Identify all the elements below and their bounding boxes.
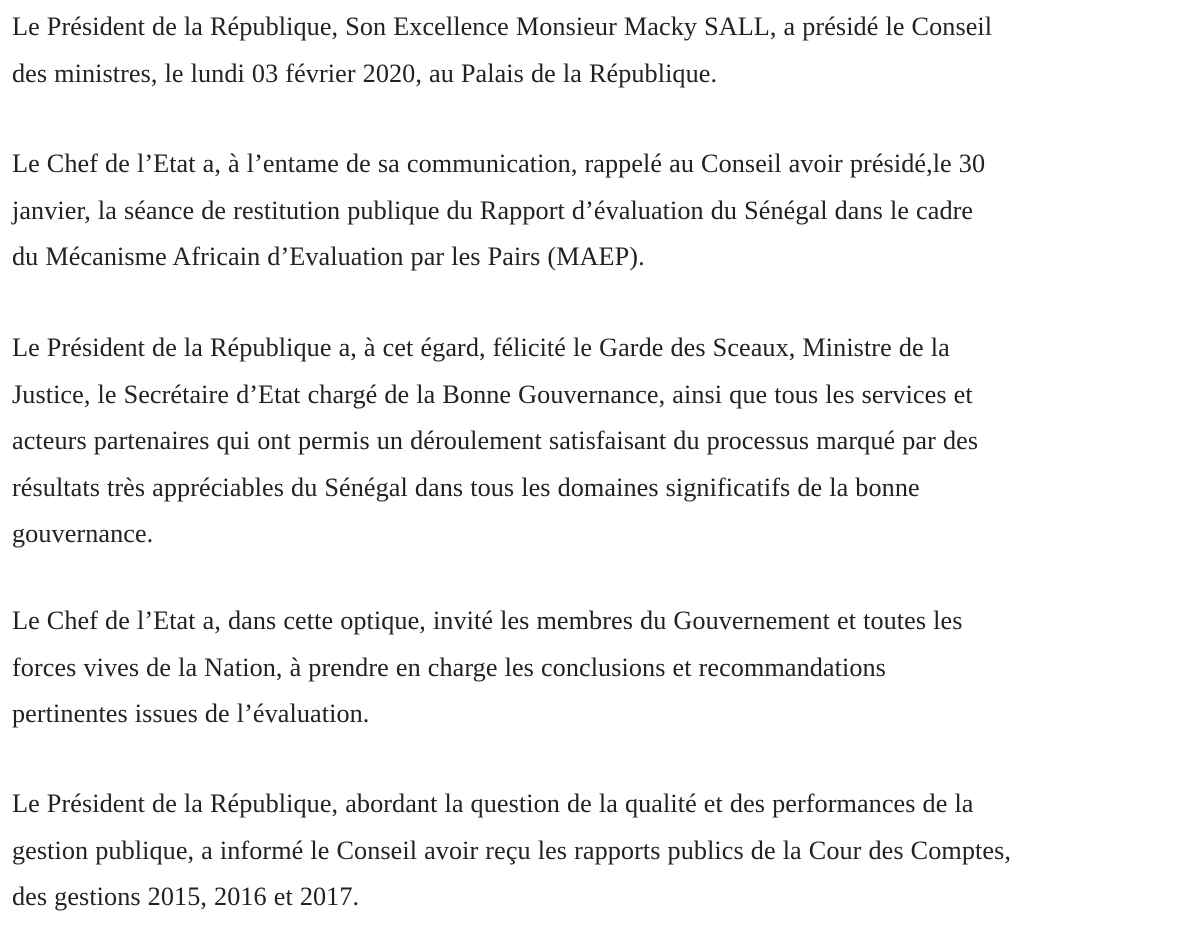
text-line: Justice, le Secrétaire d’Etat chargé de la Bonne Gouvernance, ainsi que tous les services et — [12, 379, 973, 409]
text-line: résultats très appréciables du Sénégal dans tous les domaines significatifs de la bonne — [12, 472, 920, 502]
text-line: du Mécanisme Africain d’Evaluation par les Pairs (MAEP). — [12, 242, 645, 271]
paragraph-1 — [12, 4, 1187, 97]
text-line: gouvernance. — [12, 519, 154, 548]
text-line: Le Chef de l’Etat a, à l’entame de sa communication, rappelé au Conseil avoir présidé,le 30 — [12, 149, 986, 178]
paragraph-2 — [12, 141, 1187, 281]
text-line: Le Chef de l’Etat a, dans cette optique, invité les membres du Gouvernement et toutes les — [12, 606, 963, 635]
paragraph-3 — [12, 325, 1187, 558]
text-line: acteurs partenaires qui ont permis un déroulement satisfaisant du processus marqué par des — [12, 426, 979, 455]
text-line: Le Président de la République a, à cet égard, félicité le Garde des Sceaux, Ministre de la — [12, 333, 950, 362]
text-line: Le Président de la République, abordant la question de la qualité et des performances de la — [12, 789, 974, 818]
paragraph-4 — [12, 598, 1187, 738]
text-line: janvier, la séance de restitution publique du Rapport d’évaluation du Sénégal dans le cadre — [12, 195, 974, 225]
text-line: des gestions 2015, 2016 et 2017. — [12, 882, 360, 911]
text-line: forces vives de la Nation, à prendre en charge les conclusions et recommandations — [12, 652, 886, 682]
paragraph-5 — [12, 781, 1187, 921]
text-line: des ministres, le lundi 03 février 2020, au Palais de la République. — [12, 58, 718, 88]
text-line: pertinentes issues de l’évaluation. — [12, 699, 370, 728]
text-line: Le Président de la République, Son Excellence Monsieur Macky SALL, a présidé le Conseil — [12, 12, 993, 41]
text-line: gestion publique, a informé le Conseil avoir reçu les rapports publics de la Cour des Comptes, — [12, 835, 1011, 865]
